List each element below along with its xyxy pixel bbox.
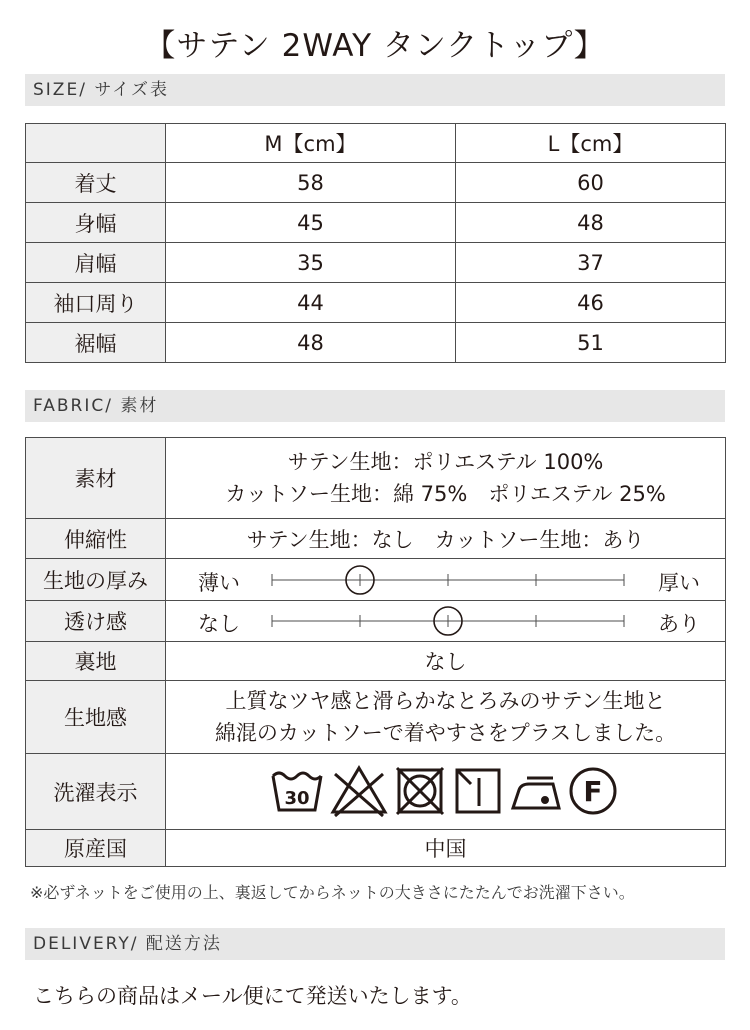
size-m-value: 45 <box>166 203 456 243</box>
dry-clean-letter: F <box>582 774 603 808</box>
size-m-value: 35 <box>166 243 456 283</box>
thickness-label: 生地の厚み <box>26 559 166 601</box>
size-l-value: 37 <box>455 243 725 283</box>
table-row <box>26 601 726 642</box>
table-row <box>26 203 726 243</box>
material-label: 素材 <box>26 438 166 519</box>
stretch-label: 伸縮性 <box>26 519 166 559</box>
material-line-1: サテン生地：ポリエステル 100% <box>287 450 604 474</box>
line-dry-shade-icon <box>457 770 499 812</box>
thickness-scale <box>166 560 725 600</box>
table-row <box>26 559 726 601</box>
size-col-l: L【cm】 <box>455 124 725 163</box>
fabric-table <box>25 437 726 867</box>
washing-label: 洗濯表示 <box>26 754 166 830</box>
table-row <box>26 830 726 867</box>
texture-value <box>166 681 726 754</box>
sheerness-label: 透け感 <box>26 601 166 642</box>
table-row <box>26 243 726 283</box>
delivery-text: こちらの商品はメール便にて発送いたします。 <box>33 984 472 1008</box>
sheerness-scale-graphic <box>266 601 636 641</box>
size-l-value: 48 <box>455 203 725 243</box>
origin-value: 中国 <box>166 830 726 867</box>
table-row <box>26 642 726 681</box>
size-section-heading: SIZE/ サイズ表 <box>25 74 725 106</box>
no-tumble-dry-icon <box>397 768 443 814</box>
size-col-m: M【cm】 <box>166 124 456 163</box>
table-row <box>26 323 726 363</box>
thickness-scale-graphic <box>266 560 636 600</box>
size-m-value: 48 <box>166 323 456 363</box>
size-row-label: 袖口周り <box>26 283 166 323</box>
care-symbols-row <box>271 764 621 820</box>
size-header-row <box>26 124 726 163</box>
sheerness-scale-cell <box>166 601 726 642</box>
size-header-blank <box>26 124 166 163</box>
size-row-label: 裾幅 <box>26 323 166 363</box>
page-title: 【サテン 2WAY タンクトップ】 <box>144 28 606 64</box>
thickness-left-word: 薄い <box>198 570 240 595</box>
delivery-section-heading: DELIVERY/ 配送方法 <box>25 928 725 960</box>
texture-line-1: 上質なツヤ感と滑らかなとろみのサテン生地と <box>225 689 666 713</box>
sheerness-left-word: なし <box>198 612 240 636</box>
texture-line-2: 綿混のカットソーで着やすさをプラスしました。 <box>214 721 677 745</box>
size-row-label: 肩幅 <box>26 243 166 283</box>
size-m-value: 44 <box>166 283 456 323</box>
washing-symbols <box>166 754 726 830</box>
size-m-value: 58 <box>166 163 456 203</box>
material-line-2: カットソー生地：綿 75% ポリエステル 25% <box>225 482 666 506</box>
sheerness-right-word: あり <box>658 612 700 636</box>
material-value <box>166 438 726 519</box>
fabric-section-heading: FABRIC/ 素材 <box>25 390 725 422</box>
texture-label: 生地感 <box>26 681 166 754</box>
table-row <box>26 681 726 754</box>
wash-temp-text: 30 <box>283 787 310 809</box>
thickness-right-word: 厚い <box>658 570 700 595</box>
lining-label: 裏地 <box>26 642 166 681</box>
size-l-value: 51 <box>455 323 725 363</box>
size-l-value: 46 <box>455 283 725 323</box>
table-row <box>26 283 726 323</box>
table-row <box>26 519 726 559</box>
washing-note: ※必ずネットをご使用の上、裏返してからネットの大きさにたたんでお洗濯下さい。 <box>30 883 635 902</box>
no-bleach-icon <box>333 768 385 816</box>
table-row <box>26 754 726 830</box>
dry-clean-f-icon <box>571 769 615 813</box>
sheerness-scale <box>166 601 725 641</box>
wash-30-icon <box>273 773 321 810</box>
lining-value: なし <box>166 642 726 681</box>
size-row-label: 身幅 <box>26 203 166 243</box>
size-l-value: 60 <box>455 163 725 203</box>
table-row <box>26 163 726 203</box>
stretch-value: サテン生地：なし カットソー生地：あり <box>166 519 726 559</box>
origin-label: 原産国 <box>26 830 166 867</box>
size-row-label: 着丈 <box>26 163 166 203</box>
thickness-scale-cell <box>166 559 726 601</box>
iron-low-icon <box>513 778 559 808</box>
size-table <box>25 123 726 363</box>
table-row <box>26 438 726 519</box>
